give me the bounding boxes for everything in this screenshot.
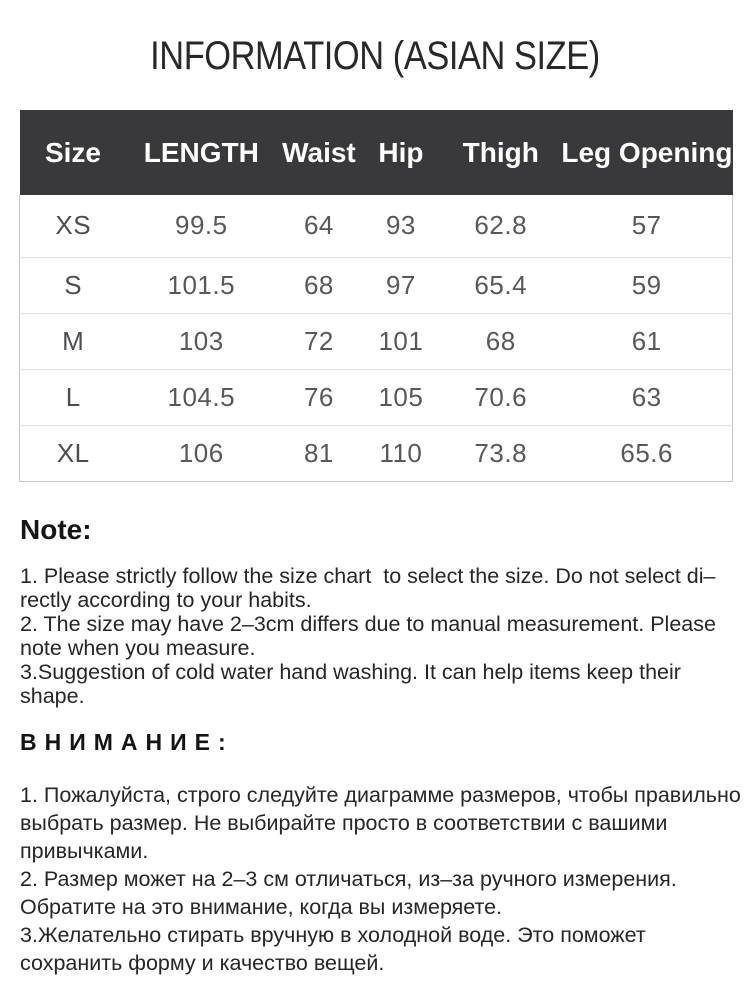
size-chart-header: [20, 110, 733, 195]
cell-length: 106: [126, 425, 276, 481]
cell-leg-opening: 57: [561, 195, 732, 257]
note-line: rectly according to your habits.: [20, 588, 312, 612]
cell-waist: 76: [276, 369, 362, 425]
attention-line: 2. Размер может на 2–3 см отличаться, из–за ручного измерения.: [20, 867, 677, 891]
cell-size: XL: [20, 425, 127, 481]
cell-length: 99.5: [126, 195, 276, 257]
cell-hip: 93: [362, 195, 440, 257]
note-line: shape.: [20, 684, 85, 708]
page-title-bold: (ASIAN SIZE): [392, 34, 600, 78]
cell-waist: 72: [276, 313, 362, 369]
table-row-l: [20, 369, 733, 425]
cell-size: S: [20, 257, 127, 313]
cell-leg-opening: 61: [561, 313, 732, 369]
cell-length: 101.5: [126, 257, 276, 313]
cell-hip: 105: [362, 369, 440, 425]
header-waist: Waist: [276, 110, 362, 195]
note-line: 1. Please strictly follow the size chart to select the size. Do not select di–: [20, 564, 716, 588]
page-title-light: INFORMATION: [150, 34, 393, 78]
cell-thigh: 62.8: [440, 195, 561, 257]
cell-thigh: 68: [440, 313, 561, 369]
note-text: [20, 564, 716, 708]
size-chart-body: [20, 195, 733, 481]
cell-leg-opening: 63: [561, 369, 732, 425]
attention-heading: ВНИМАНИЕ:: [20, 729, 234, 755]
attention-line: 3.Желательно стирать вручную в холодной воде. Это поможет: [20, 923, 646, 947]
attention-line: сохранить форму и качество вещей.: [20, 951, 385, 975]
note-heading: Note:: [20, 514, 92, 545]
cell-length: 103: [126, 313, 276, 369]
cell-hip: 97: [362, 257, 440, 313]
header-thigh: Thigh: [440, 110, 561, 195]
attention-line: привычками.: [20, 839, 149, 863]
page-title: [53, 34, 698, 79]
cell-thigh: 65.4: [440, 257, 561, 313]
cell-leg-opening: 65.6: [561, 425, 732, 481]
cell-waist: 81: [276, 425, 362, 481]
cell-size: L: [20, 369, 127, 425]
header-size: Size: [20, 110, 127, 195]
cell-size: M: [20, 313, 127, 369]
header-length: LENGTH: [126, 110, 276, 195]
header-leg-opening: Leg Opening: [561, 110, 732, 195]
attention-line: выбрать размер. Не выбирайте просто в соответствии с вашими: [20, 811, 668, 835]
table-row-m: [20, 313, 733, 369]
cell-hip: 101: [362, 313, 440, 369]
header-row: [20, 110, 733, 195]
size-chart-table: [19, 110, 733, 482]
cell-waist: 68: [276, 257, 362, 313]
cell-waist: 64: [276, 195, 362, 257]
cell-thigh: 73.8: [440, 425, 561, 481]
attention-line: 1. Пожалуйста, строго следуйте диаграмме размеров, чтобы правильно: [20, 783, 741, 807]
note-line: 2. The size may have 2–3cm differs due to manual measurement. Please: [20, 612, 716, 636]
table-row-s: [20, 257, 733, 313]
attention-line: Обратите на это внимание, когда вы измеряете.: [20, 895, 503, 919]
cell-size: XS: [20, 195, 127, 257]
header-hip: Hip: [362, 110, 440, 195]
note-line: 3.Suggestion of cold water hand washing. It can help items keep their: [20, 660, 681, 684]
cell-leg-opening: 59: [561, 257, 732, 313]
table-row-xl: [20, 425, 733, 481]
note-line: note when you measure.: [20, 636, 256, 660]
cell-length: 104.5: [126, 369, 276, 425]
cell-thigh: 70.6: [440, 369, 561, 425]
cell-hip: 110: [362, 425, 440, 481]
attention-text: [20, 781, 741, 977]
table-row-xs: [20, 195, 733, 257]
